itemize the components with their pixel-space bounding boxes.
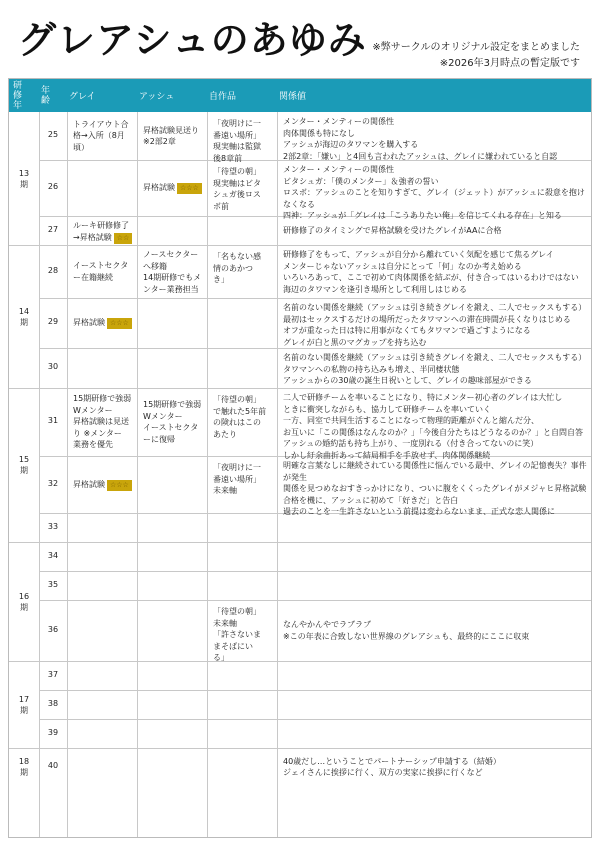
column-divider <box>137 112 138 837</box>
grey-line: Wメンター <box>73 405 113 415</box>
works-line: 番遠い場所」 <box>213 474 261 484</box>
grey-cell <box>73 220 132 244</box>
term-label: 17期 <box>18 694 30 715</box>
term-label: 16期 <box>18 591 30 612</box>
relation-line: なくなる <box>283 199 315 209</box>
rank-stars: ☆☆☆ <box>107 480 132 491</box>
ash-line: 14期研修でもメ <box>143 273 202 282</box>
ash-line: ンター業務担当 <box>143 284 199 294</box>
age-cell: 25 <box>47 130 59 139</box>
relation-line: ジェイさんに挨拶に行く、双方の実家に挨拶に行くなど <box>283 768 483 777</box>
rank-stars: ☆☆☆ <box>107 318 132 329</box>
works-line: き」 <box>213 275 229 284</box>
relation-line: 最初はセックスするだけの場所だったタワマンへの滞在時間が長くなりはじめる <box>283 314 571 324</box>
age-cell: 33 <box>47 521 59 531</box>
grey-line: トライアウト合 <box>73 119 129 129</box>
works-line: シュガ後ロス <box>213 190 261 199</box>
relation-line: いろいろあって、ここで初めて肉体関係を結ぶが、付き合ってはいるわけではない <box>283 273 579 282</box>
relation-line: アッシュからの30歳の誕生日祝いとして、グレイの趣味部屋ができる <box>283 376 532 385</box>
relation-line: 肉体関係も特になし <box>283 128 355 138</box>
table-header <box>9 79 591 112</box>
works-line: ボ前 <box>213 201 229 211</box>
note-line: ※弊サークルのオリジナル設定をまとめました <box>372 42 580 53</box>
relation-line: メンター・メンティーの関係性 <box>283 165 395 174</box>
works-cell <box>213 118 261 164</box>
age-cell: 40 <box>47 761 59 770</box>
age-cell: 28 <box>47 265 59 275</box>
ash-line: イーストセクタ <box>143 423 199 432</box>
works-line: 未来軸 <box>213 618 237 628</box>
relation-line: 関係を見つめなおすきっかけになり、ついに腹をくくったグレイがメジャヒ昇格試験 <box>283 484 587 493</box>
term-label: 13期 <box>18 168 30 189</box>
table-body <box>9 112 591 837</box>
relation-cell <box>283 619 529 642</box>
relation-line: 海辺のタワマンを逢引き場所として利用しはじめる <box>283 284 467 294</box>
term-label: 18期 <box>18 757 30 777</box>
ash-line: 昇格試験見送り <box>143 125 199 135</box>
relation-line: 2部2章：「嫌い」と4回も言われたアッシュは、グレイに嫌われていると自認 <box>283 151 558 161</box>
rank-stars: ☆☆☆ <box>177 183 202 194</box>
age-cell: 34 <box>47 550 59 560</box>
relation-line: 過去のことを一生許さないという前提は変わらないまま、正式な恋人関係に <box>283 507 555 516</box>
ash-line: 15期研修で強弱 <box>143 400 202 409</box>
relation-cell <box>283 164 585 222</box>
relation-line: ビタシュガ：「僕のメンター」＆強者の誓い <box>283 176 439 186</box>
relation-line: オフが重なった日は特に用事がなくてもタワマンで過ごすようになる <box>283 326 531 335</box>
relation-line: ※この年表に合致しない世界線のグレアシュも、最終的にここに収束 <box>283 631 530 641</box>
relation-cell <box>283 225 501 237</box>
works-line: 現実軸は監獄 <box>213 142 261 151</box>
works-cell <box>213 462 261 497</box>
ash-cell <box>143 399 201 445</box>
ash-line: ノースセクター <box>143 250 199 259</box>
grey-cell <box>73 119 129 154</box>
relation-cell <box>283 756 501 779</box>
relation-cell <box>283 249 579 295</box>
relation-line: 研修修了をもって、アッシュが自分から離れていく気配を感じて焦るグレイ <box>283 250 554 259</box>
relation-line: メンター・メンティーの関係性 <box>283 117 395 126</box>
ash-cell <box>143 125 199 148</box>
works-line: 「待望の朝」 <box>213 395 261 404</box>
works-cell <box>213 606 261 664</box>
works-line: 「夜明けに一 <box>213 463 261 472</box>
relation-line: 明確な言葉なしに継続されている関係性に悩んでいる最中、グレイの記憶喪失？事件 <box>283 461 587 470</box>
grey-cell <box>73 479 132 491</box>
grey-line: 格→入所（8月 <box>73 131 125 141</box>
relation-line: タワマンへの私物の持ち込みも増え、半同棲状態 <box>283 364 460 374</box>
relation-cell <box>283 116 557 162</box>
row-divider <box>39 348 591 349</box>
row-divider <box>9 388 591 389</box>
age-cell: 29 <box>47 317 59 326</box>
relation-line: 研修修了のタイミングで昇格試験を受けたグレイがAAに合格 <box>283 225 502 235</box>
header-works: 自作品 <box>209 92 237 102</box>
term-label: 15期 <box>18 455 30 475</box>
age-cell: 35 <box>47 579 59 589</box>
age-cell: 36 <box>47 624 59 634</box>
row-divider <box>39 600 591 601</box>
header-relation: 関係値 <box>279 92 307 102</box>
grey-line: 昇格試験は見送 <box>73 417 129 427</box>
relation-line: 四神：アッシュが「グレイは「こうありたい俺」を信じてくれる存在」と知る <box>283 211 562 220</box>
relation-line: アッシュが海辺のタワマンを購入する <box>283 140 419 149</box>
works-line: る」 <box>213 653 229 662</box>
grey-cell <box>73 317 132 329</box>
column-divider <box>277 112 278 837</box>
ash-line: 昇格試験 ☆☆☆ <box>143 182 202 194</box>
works-line: 後8章前 <box>213 153 243 163</box>
age-cell: 39 <box>47 727 59 737</box>
works-cell <box>213 251 261 286</box>
relation-cell <box>283 460 587 518</box>
age-cell: 31 <box>47 416 59 425</box>
timeline-table <box>8 78 592 838</box>
ash-line: へ移籍 <box>143 261 167 271</box>
relation-line: グレイが白と黒のマグカップを持ち込む <box>283 337 427 347</box>
relation-line: アッシュの婚約話も持ち上がり、一度別れる（付き合ってないのに笑） <box>283 439 539 448</box>
relation-line: 一方、同室で共同生活することになって物理的距離がぐんと縮んだ分、 <box>283 416 539 425</box>
works-line: まそばにい <box>213 641 253 651</box>
column-divider <box>207 112 208 837</box>
relation-line: ときに衝突しながらも、協力して研修チームを率いていく <box>283 404 491 414</box>
relation-line: お互いに「この関係はなんなのか？」「今後自分たちはどうなるのか？」と自問自答 <box>283 427 583 437</box>
works-line: 現実軸はビタ <box>213 178 261 188</box>
grey-line: 頃） <box>73 142 89 152</box>
grey-cell <box>73 393 131 451</box>
row-divider <box>9 661 591 662</box>
grey-line: 昇格試験 ☆☆☆ <box>73 479 132 491</box>
ash-line: ※2部2章 <box>143 137 176 146</box>
row-divider <box>39 571 591 572</box>
relation-line: なんやかんやでラブラブ <box>283 620 371 629</box>
works-cell <box>213 394 266 440</box>
age-cell: 37 <box>47 669 59 679</box>
ash-line: Wメンター <box>143 411 183 421</box>
relation-line: 二人で研修チームを率いることになり、特にメンター初心者のグレイは大忙し <box>283 393 563 402</box>
grey-line: 15期研修で強弱 <box>73 394 132 404</box>
age-cell: 26 <box>47 182 59 191</box>
header-term: 研修年 <box>13 80 23 111</box>
rank-stars: ☆☆ <box>114 233 133 244</box>
grey-line: ルーキ研修修了 <box>73 221 129 230</box>
header-age: 年齢 <box>41 85 51 106</box>
works-cell <box>213 166 261 212</box>
relation-cell <box>283 302 586 348</box>
header-grey: グレイ <box>69 92 96 102</box>
works-line: 「許さないま <box>213 630 261 639</box>
age-cell: 32 <box>47 478 59 488</box>
row-divider <box>39 719 591 720</box>
grey-line: 業務を優先 <box>73 440 113 450</box>
relation-line: 合格を機に、アッシュに初めて「好きだ」と告白 <box>283 495 459 505</box>
grey-line: 昇格試験 ☆☆☆ <box>73 317 132 329</box>
relation-line: メンターじゃないアッシュは自分にとって「何」なのか考え始める <box>283 261 522 271</box>
works-line: 番遠い場所」 <box>213 130 261 140</box>
notes <box>372 40 580 72</box>
age-cell: 38 <box>47 698 59 708</box>
row-divider <box>9 245 591 246</box>
works-line: 「待望の朝」 <box>213 607 261 616</box>
works-line: 「待望の朝」 <box>213 167 261 176</box>
relation-cell <box>283 352 586 387</box>
relation-cell <box>283 392 583 461</box>
works-line: 「夜明けに一 <box>213 119 261 128</box>
works-line: 情のあかつ <box>213 263 253 273</box>
relation-line: ロスボ：アッシュのことを知りすぎて、グレイ（ジェット）がアッシュに殺意を抱け <box>283 188 585 197</box>
header-ash: アッシュ <box>139 92 175 102</box>
works-line: 「名もない感 <box>213 252 261 261</box>
age-cell: 30 <box>47 362 59 371</box>
grey-cell <box>73 260 128 283</box>
grey-line: イーストセクタ <box>73 261 129 270</box>
page-title: グレアシュのあゆみ <box>18 18 367 62</box>
works-line: で触れた5年前 <box>213 406 267 416</box>
row-divider <box>39 298 591 299</box>
relation-line: 名前のない関係を継続（アッシュは引き続きグレイを鍛え、二人でセックスもする） <box>283 353 587 362</box>
age-cell: 27 <box>47 224 59 234</box>
relation-line: 名前のない関係を継続（アッシュは引き続きグレイを鍛え、二人でセックスもする） <box>283 303 587 312</box>
row-divider <box>9 542 591 543</box>
works-line: 未来軸 <box>213 486 237 495</box>
ash-cell <box>143 249 201 295</box>
grey-line: ー在籍継続 <box>73 272 113 282</box>
grey-line: →昇格試験 ☆☆ <box>73 232 132 244</box>
column-divider <box>67 112 68 837</box>
ash-cell <box>143 182 202 194</box>
term-label: 14期 <box>18 306 30 327</box>
relation-line: 40歳だし…ということでパートナーシップ申請する（結婚） <box>283 756 501 766</box>
relation-line: しかし紆余曲折あって結局相手を手放せず、肉体関係継続 <box>283 450 491 460</box>
works-line: あたり <box>213 429 237 439</box>
row-divider <box>39 690 591 691</box>
grey-line: り ※メンター <box>73 428 122 438</box>
note-line: ※2026年3月時点の暫定版です <box>439 58 580 69</box>
row-divider <box>9 748 591 749</box>
works-line: の険れはこの <box>213 418 261 427</box>
relation-line: が発生 <box>283 472 307 482</box>
ash-line: ーに復帰 <box>143 434 175 444</box>
